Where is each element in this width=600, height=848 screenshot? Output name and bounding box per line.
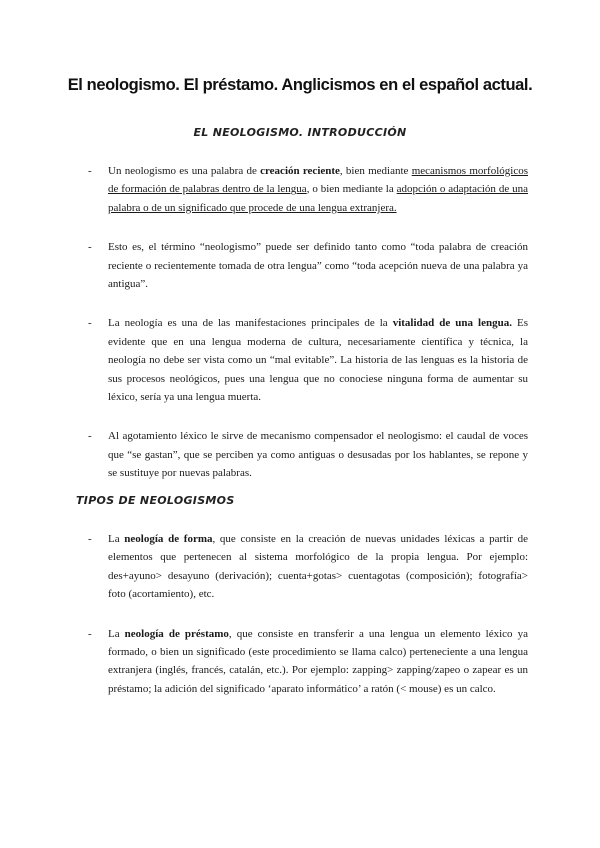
text-run: Un neologismo es una palabra de [108,165,261,177]
text-run: , o bien mediante la [306,183,397,196]
text-run: La [108,627,125,640]
text-run: Es evidente que en una lengua moderna de cultura, necesariamente científica y técnica, la neología no debe ser vista como un “mal evitable”. La historia de las lenguas es la historia de sus procesos neológicos, pues una lengua que no conociese ninguna forma de aumentar su léxico, sería ya una lengua muerta. [108,317,528,404]
text-run: La neología es una de las manifestaciones principales de la [108,317,393,330]
text-run: La [108,533,125,545]
bold-term: neología de préstamo [124,627,229,640]
bullet-dash: - [88,241,92,254]
list-item [88,625,528,699]
list-item [88,530,528,604]
list-item [88,314,528,406]
text-run: , que consiste en transferir a una lengua un elemento léxico ya formado, o bien un significado (este procedimiento se llama calco) perteneciente a una lengua extranjera (inglés, francés, catalán, etc.). Por ejemplo: zapping> zapping/zapeo o zapear es un préstamo; la adición del significado ‘aparato informático’ a ratón (< mouse) es un calco. [108,627,528,695]
text-run: Al agotamiento léxico le sirve de mecanismo compensador el neologismo: el caudal de voces que “se gastan”, que se perciben ya como antiguas o desusadas por los hablantes, se repone y se sustituye por nuevas palabras. [108,430,528,480]
list-item [88,162,528,217]
bold-term: vitalidad de una lengua. [392,317,512,330]
bold-term: creación reciente [260,165,340,177]
bullet-dash: - [88,533,92,545]
intro-list [88,162,528,504]
bullet-dash: - [88,317,92,330]
text-run: , bien mediante [339,165,412,177]
types-list [88,530,528,719]
document-title: El neologismo. El préstamo. Anglicismos en el español actual. [67,76,533,94]
underlined-phrase: adopción o adaptación de una palabra o de un significado que procede de una lengua extranjera. [108,183,528,214]
text-run: Esto es, el término “neologismo” puede ser definido tanto como “toda palabra de creación reciente o recientemente tomada de otra lengua” como “toda acepción nueva de una palabra ya antigua”. [108,241,528,291]
bullet-dash: - [88,430,92,443]
bullet-dash: - [88,165,92,177]
section-heading-introduccion: EL NEOLOGISMO. INTRODUCCIÓN [193,126,407,139]
bullet-dash: - [88,627,92,640]
list-item [88,238,528,293]
underlined-phrase: mecanismos morfológicos de formación de palabras dentro de la lengua [108,165,528,196]
list-item [88,427,528,482]
section-heading-tipos: TIPOS DE NEOLOGISMOS [76,494,235,507]
bold-term: neología de forma [124,533,213,545]
text-run: , que consiste en la creación de nuevas unidades léxicas a partir de elementos que pertenecen al sistema morfológico de la propia lengua. Por ejemplo: des+ayuno> desayuno (derivación); cuenta+gotas> cuentagotas (composición); fotografía> foto (acortamiento), etc. [108,533,529,601]
